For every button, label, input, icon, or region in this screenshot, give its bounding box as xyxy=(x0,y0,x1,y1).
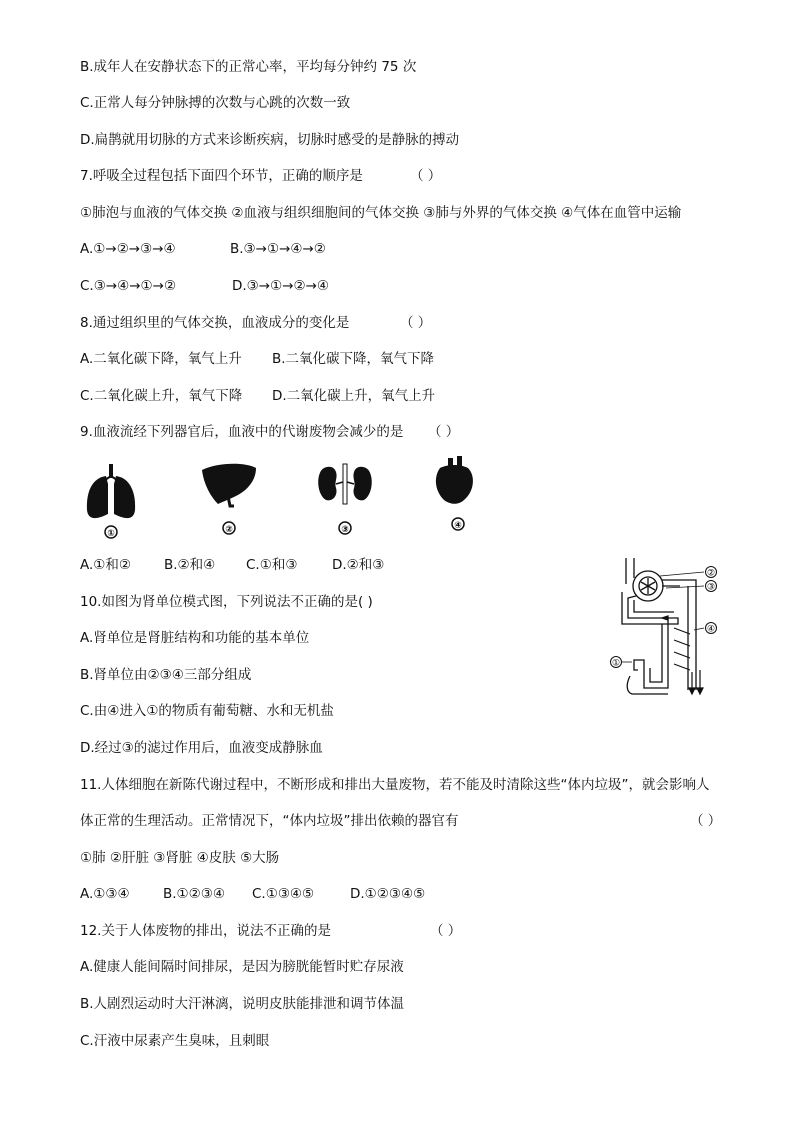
q7-option-d[interactable]: D.③→①→②→④ xyxy=(232,278,330,294)
q12-answer-blank[interactable]: （ ） xyxy=(430,923,462,939)
organ-label-3: ③ xyxy=(341,525,349,535)
nephron-label-2: ② xyxy=(706,568,716,579)
q9-option-a[interactable]: A.①和② xyxy=(80,557,131,573)
q12-option-c[interactable]: C.汗液中尿素产生臭味，且刺眼 xyxy=(80,1033,270,1049)
q12-option-b[interactable]: B.人剧烈运动时大汗淋漓，说明皮肤能排泄和调节体温 xyxy=(80,996,405,1012)
q7-answer-blank[interactable]: （ ） xyxy=(410,168,442,184)
q12-stem: 12.关于人体废物的排出，说法不正确的是 xyxy=(80,923,331,939)
q7-stem: 7.呼吸全过程包括下面四个环节，正确的顺序是 xyxy=(80,168,363,184)
organ-label-2: ② xyxy=(225,525,233,535)
q11-stem-line2: 体正常的生理活动。正常情况下，“体内垃圾”排出依赖的器官有 xyxy=(80,813,459,829)
nephron-label-3: ③ xyxy=(706,582,716,593)
nephron-label-4: ④ xyxy=(706,624,716,635)
q10-option-a[interactable]: A.肾单位是肾脏结构和功能的基本单位 xyxy=(80,630,310,646)
q8-stem: 8.通过组织里的气体交换，血液成分的变化是 xyxy=(80,315,350,331)
q8-answer-blank[interactable]: （ ） xyxy=(400,315,432,331)
q8-option-d[interactable]: D.二氧化碳上升，氧气上升 xyxy=(272,388,436,404)
q9-option-b[interactable]: B.②和④ xyxy=(164,557,216,573)
organ-label-1: ① xyxy=(107,529,115,539)
organ-label-4: ④ xyxy=(454,521,462,531)
q9-stem: 9.血液流经下列器官后，血液中的代谢废物会减少的是 xyxy=(80,424,404,440)
liver-icon xyxy=(198,458,260,538)
q7-option-b[interactable]: B.③→①→④→② xyxy=(230,241,326,257)
q11-option-a[interactable]: A.①③④ xyxy=(80,886,130,902)
q11-option-c[interactable]: C.①③④⑤ xyxy=(252,886,315,902)
q8-option-c[interactable]: C.二氧化碳上升，氧气下降 xyxy=(80,388,243,404)
lungs-icon xyxy=(82,462,140,540)
q7-option-c[interactable]: C.③→④→①→② xyxy=(80,278,177,294)
q11-answer-blank[interactable]: （ ） xyxy=(690,813,722,829)
heart-icon xyxy=(430,456,490,536)
q11-stem-line1: 11.人体细胞在新陈代谢过程中，不断形成和排出大量废物，若不能及时清除这些“体内垃圾”，就会影响人 xyxy=(80,777,710,793)
q9-option-d[interactable]: D.②和③ xyxy=(332,557,385,573)
kidneys-icon xyxy=(314,460,376,538)
q6-option-d: D.扁鹊就用切脉的方式来诊断疾病，切脉时感受的是静脉的搏动 xyxy=(80,132,460,148)
q11-items: ①肺 ②肝脏 ③肾脏 ④皮肤 ⑤大肠 xyxy=(80,850,280,866)
q10-stem: 10.如图为肾单位模式图，下列说法不正确的是( ) xyxy=(80,594,373,610)
q8-option-a[interactable]: A.二氧化碳下降，氧气上升 xyxy=(80,351,242,367)
nephron-label-1: ① xyxy=(611,658,621,669)
q12-option-a[interactable]: A.健康人能间隔时间排尿，是因为膀胱能暂时贮存尿液 xyxy=(80,959,404,975)
nephron-diagram xyxy=(604,552,728,698)
q11-option-b[interactable]: B.①②③④ xyxy=(163,886,225,902)
q8-option-b[interactable]: B.二氧化碳下降，氧气下降 xyxy=(272,351,435,367)
q10-option-d[interactable]: D.经过③的滤过作用后，血液变成静脉血 xyxy=(80,740,323,756)
q10-option-c[interactable]: C.由④进入①的物质有葡萄糖、水和无机盐 xyxy=(80,703,334,719)
q6-option-c: C.正常人每分钟脉搏的次数与心跳的次数一致 xyxy=(80,95,351,111)
q9-answer-blank[interactable]: （ ） xyxy=(428,424,460,440)
q7-items: ①肺泡与血液的气体交换 ②血液与组织细胞间的气体交换 ③肺与外界的气体交换 ④气体在血管中运输 xyxy=(80,205,682,221)
q9-option-c[interactable]: C.①和③ xyxy=(246,557,298,573)
q11-option-d[interactable]: D.①②③④⑤ xyxy=(350,886,426,902)
q10-option-b[interactable]: B.肾单位由②③④三部分组成 xyxy=(80,667,252,683)
q6-option-b: B.成年人在安静状态下的正常心率，平均每分钟约 75 次 xyxy=(80,59,417,75)
q7-option-a[interactable]: A.①→②→③→④ xyxy=(80,241,176,257)
